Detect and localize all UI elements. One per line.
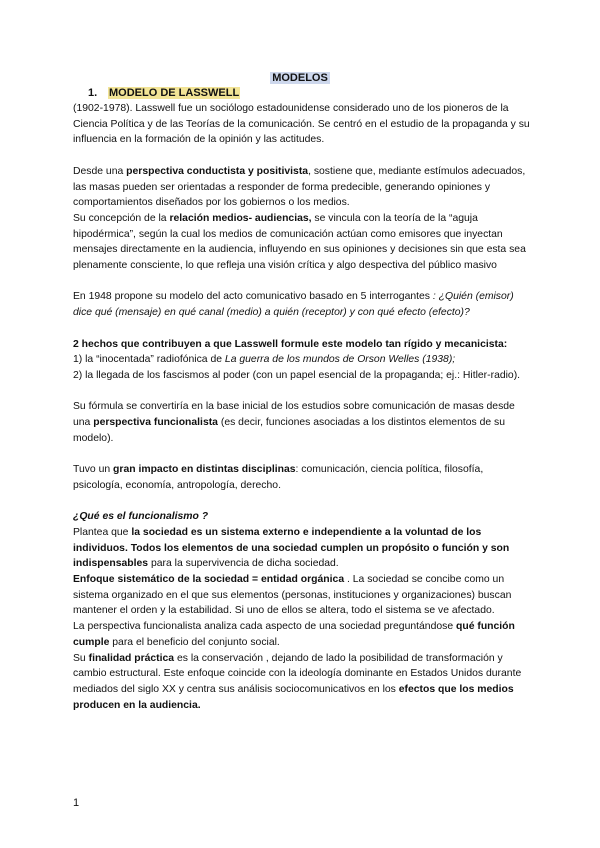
document-body <box>73 101 533 713</box>
paragraph-enfoque: Enfoque sistemático de la sociedad = entidad orgánica . La sociedad se concibe como un sistema organizado en el que sus elementos (personas, instituciones y organizaciones) buscan mantener el orden y la estabilidad. Si uno de ellos se altera, todo el sistema se ve afectado. <box>73 574 512 617</box>
paragraph-perspectiva: La perspectiva funcionalista analiza cada aspecto de una sociedad preguntándose qué función cumple para el beneficio del conjunto social. <box>73 621 515 648</box>
paragraph-impacto: Tuvo un gran impacto en distintas disciplinas: comunicación, ciencia política, filosofía, psicología, economía, antropología, derecho. <box>73 464 484 491</box>
section-title: MODELO DE LASSWELL <box>109 87 240 99</box>
list-item: 2) la llegada de los fascismos al poder (con un papel esencial de la propaganda; ej.: Hitler-radio). <box>73 369 521 381</box>
paragraph-modelo-1948: En 1948 propone su modelo del acto comunicativo basado en 5 interrogantes : ¿Quién (emisor) dice qué (mensaje) en qué canal (medio) a quién (receptor) y con qué efecto (efecto)? <box>73 291 514 319</box>
paragraph-conductista: Desde una perspectiva conductista y positivista, sostiene que, mediante estímulos adecuados, las masas pueden ser orientadas a responder de forma predecible, generando opiniones y comportamientos diseñados por los gobiernos o los medios. <box>73 165 526 209</box>
section-number: 1. <box>88 87 98 99</box>
paragraph-funcionalista: Su fórmula se convertiría en la base inicial de los estudios sobre comunicación de masas desde una perspectiva funcionalista (es decir, funciones asociadas a los distintos elementos de su modelo). <box>73 401 515 444</box>
section-heading <box>88 87 240 99</box>
paragraph-bio: (1902-1978). Lasswell fue un sociólogo estadounidense considerado uno de los pioneros de la Ciencia Política y de las Teorías de la comunicación. Se centró en el estudio de la propaganda y su influencia en la formación de la opinión y las actitudes. <box>73 103 530 146</box>
document-title: MODELOS <box>272 72 328 84</box>
paragraph-plantea: Plantea que la sociedad es un sistema externo e independiente a la voluntad de los individuos. Todos los elementos de una sociedad cumplen un propósito o función y son indispensables para la supervivencia de dicha sociedad. <box>73 526 510 570</box>
paragraph-hechos-heading: 2 hechos que contribuyen a que Lasswell formule este modelo tan rígido y mecanicista: <box>73 338 508 350</box>
paragraph-finalidad: Su finalidad práctica es la conservación , dejando de lado la posibilidad de transformación y cambio estructural. Este enfoque coincide con la ideología dominante en Estados Unidos durante mediados del siglo XX y centra sus análisis sociocomunicativos en los efectos que los medios producen en la audiencia. <box>73 652 522 711</box>
list-item: 1) la “inocentada” radiofónica de La guerra de los mundos de Orson Welles (1938); <box>73 354 456 366</box>
funcionalismo-question: ¿Qué es el funcionalismo ? <box>73 511 209 523</box>
page-number: 1 <box>73 797 80 809</box>
paragraph-medios-audiencias: Su concepción de la relación medios- audiencias, se vincula con la teoría de la “aguja hipodérmica”, según la cual los medios de comunicación actúan como emisores que inyectan mensajes directamente en la audiencia, influyendo en sus opiniones y decisiones sin que esta sea plenamente consciente, lo que refleja una visión crítica y algo despectiva del público masivo <box>73 212 526 272</box>
